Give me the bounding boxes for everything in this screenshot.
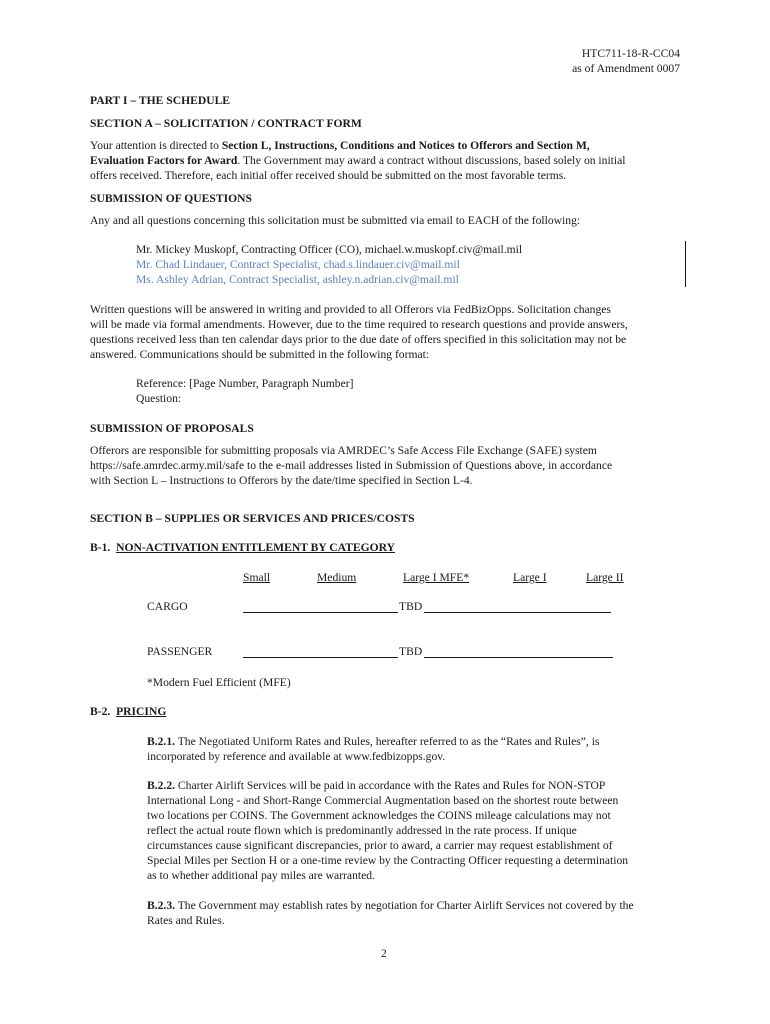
passenger-blank-line xyxy=(243,657,398,658)
format-reference-line: Reference: [Page Number, Paragraph Number] xyxy=(136,377,354,390)
proposals-line-3: with Section L – Instructions to Offerors by the date/time specified in Section L-4. xyxy=(90,474,473,487)
row-passenger-label: PASSENGER xyxy=(147,645,213,658)
proposals-heading: SUBMISSION OF PROPOSALS xyxy=(90,422,254,435)
questions-body-line-3: questions received less than ten calendar days prior to the due date of offers specified in this solicitation may not be xyxy=(90,333,627,346)
b22-line-7: as to whether additional pay miles are warranted. xyxy=(147,869,375,882)
format-question-line: Question: xyxy=(136,392,182,405)
contact-specialist-lindauer: Mr. Chad Lindauer, Contract Specialist, chad.s.lindauer.civ@mail.mil xyxy=(136,258,460,271)
b2-heading: B-2. PRICING xyxy=(90,705,167,718)
questions-body-line-1: Written questions will be answered in writing and provided to all Offerors via FedBizOpps. Solicitation changes xyxy=(90,303,611,316)
questions-body-line-4: answered. Communications should be submitted in the following format: xyxy=(90,348,430,361)
b22-line-5: circumstances cause significant discrepancies, prior to award, a carrier may request establishment of xyxy=(147,839,613,852)
column-large-i-mfe: Large I MFE* xyxy=(403,571,470,584)
contact-contracting-officer: Mr. Mickey Muskopf, Contracting Officer (CO), michael.w.muskopf.civ@mail.mil xyxy=(136,243,523,256)
document-number: HTC711-18-R-CC04 xyxy=(581,47,680,60)
passenger-trailing-line xyxy=(424,657,613,658)
row-passenger-value: TBD xyxy=(399,645,423,658)
section-a-title: SECTION A – SOLICITATION / CONTRACT FORM xyxy=(90,117,362,130)
page-number: 2 xyxy=(381,947,387,960)
column-medium: Medium xyxy=(317,571,357,584)
contact-specialist-adrian: Ms. Ashley Adrian, Contract Specialist, ashley.n.adrian.civ@mail.mil xyxy=(136,273,459,286)
mfe-footnote: *Modern Fuel Efficient (MFE) xyxy=(147,676,291,689)
column-large-ii: Large II xyxy=(586,571,624,584)
b1-heading: B-1. NON-ACTIVATION ENTITLEMENT BY CATEGORY xyxy=(90,541,395,554)
b22-line-4: reflect the actual route flown which is predominantly addressed in the rate process. If unique xyxy=(147,824,577,837)
revision-change-bar xyxy=(685,241,686,287)
b23-line-1: B.2.3. The Government may establish rates by negotiation for Charter Airlift Services not covered by the xyxy=(147,899,634,912)
row-cargo-value: TBD xyxy=(399,600,423,613)
questions-heading: SUBMISSION OF QUESTIONS xyxy=(90,192,252,205)
column-small: Small xyxy=(243,571,271,584)
row-cargo-label: CARGO xyxy=(147,600,188,613)
questions-body-line-2: will be made via formal amendments. However, due to the time required to research questions and provide answers, xyxy=(90,318,628,331)
section-a-intro-line-3: offers received. Therefore, each initial offer received should be submitted on the most favorable terms. xyxy=(90,169,567,182)
b22-line-6: Special Miles per Section H or a one-time review by the Contracting Officer requesting a determination xyxy=(147,854,629,867)
cargo-blank-line xyxy=(243,612,398,613)
b22-line-2: International Long - and Short-Range Commercial Augmentation based on the shortest route between xyxy=(147,794,619,807)
proposals-line-2: https://safe.amrdec.army.mil/safe to the e-mail addresses listed in Submission of Questions above, in accordance xyxy=(90,459,613,472)
section-a-intro-line-2: Evaluation Factors for Award. The Government may award a contract without discussions, based solely on initial xyxy=(90,154,626,167)
proposals-line-1: Offerors are responsible for submitting proposals via AMRDEC’s Safe Access File Exchange (SAFE) system xyxy=(90,444,597,457)
amendment-label: as of Amendment 0007 xyxy=(572,62,680,75)
b21-line-1: B.2.1. The Negotiated Uniform Rates and Rules, hereafter referred to as the “Rates and Rules”, is xyxy=(147,735,600,748)
column-large-i: Large I xyxy=(513,571,547,584)
part-title: PART I – THE SCHEDULE xyxy=(90,94,231,107)
b23-line-2: Rates and Rules. xyxy=(147,914,225,927)
questions-intro: Any and all questions concerning this solicitation must be submitted via email to EACH of the following: xyxy=(90,214,581,227)
b22-line-3: two locations per COINS. The Government acknowledges the COINS mileage calculations may not xyxy=(147,809,611,822)
section-b-title: SECTION B – SUPPLIES OR SERVICES AND PRICES/COSTS xyxy=(90,512,415,525)
cargo-trailing-line xyxy=(424,612,611,613)
b22-line-1: B.2.2. Charter Airlift Services will be paid in accordance with the Rates and Rules for NON-STOP xyxy=(147,779,606,792)
section-a-intro-line-1: Your attention is directed to Section L, Instructions, Conditions and Notices to Offerors and Section M, xyxy=(90,139,590,152)
b21-line-2: incorporated by reference and available at www.fedbizopps.gov. xyxy=(147,750,446,763)
